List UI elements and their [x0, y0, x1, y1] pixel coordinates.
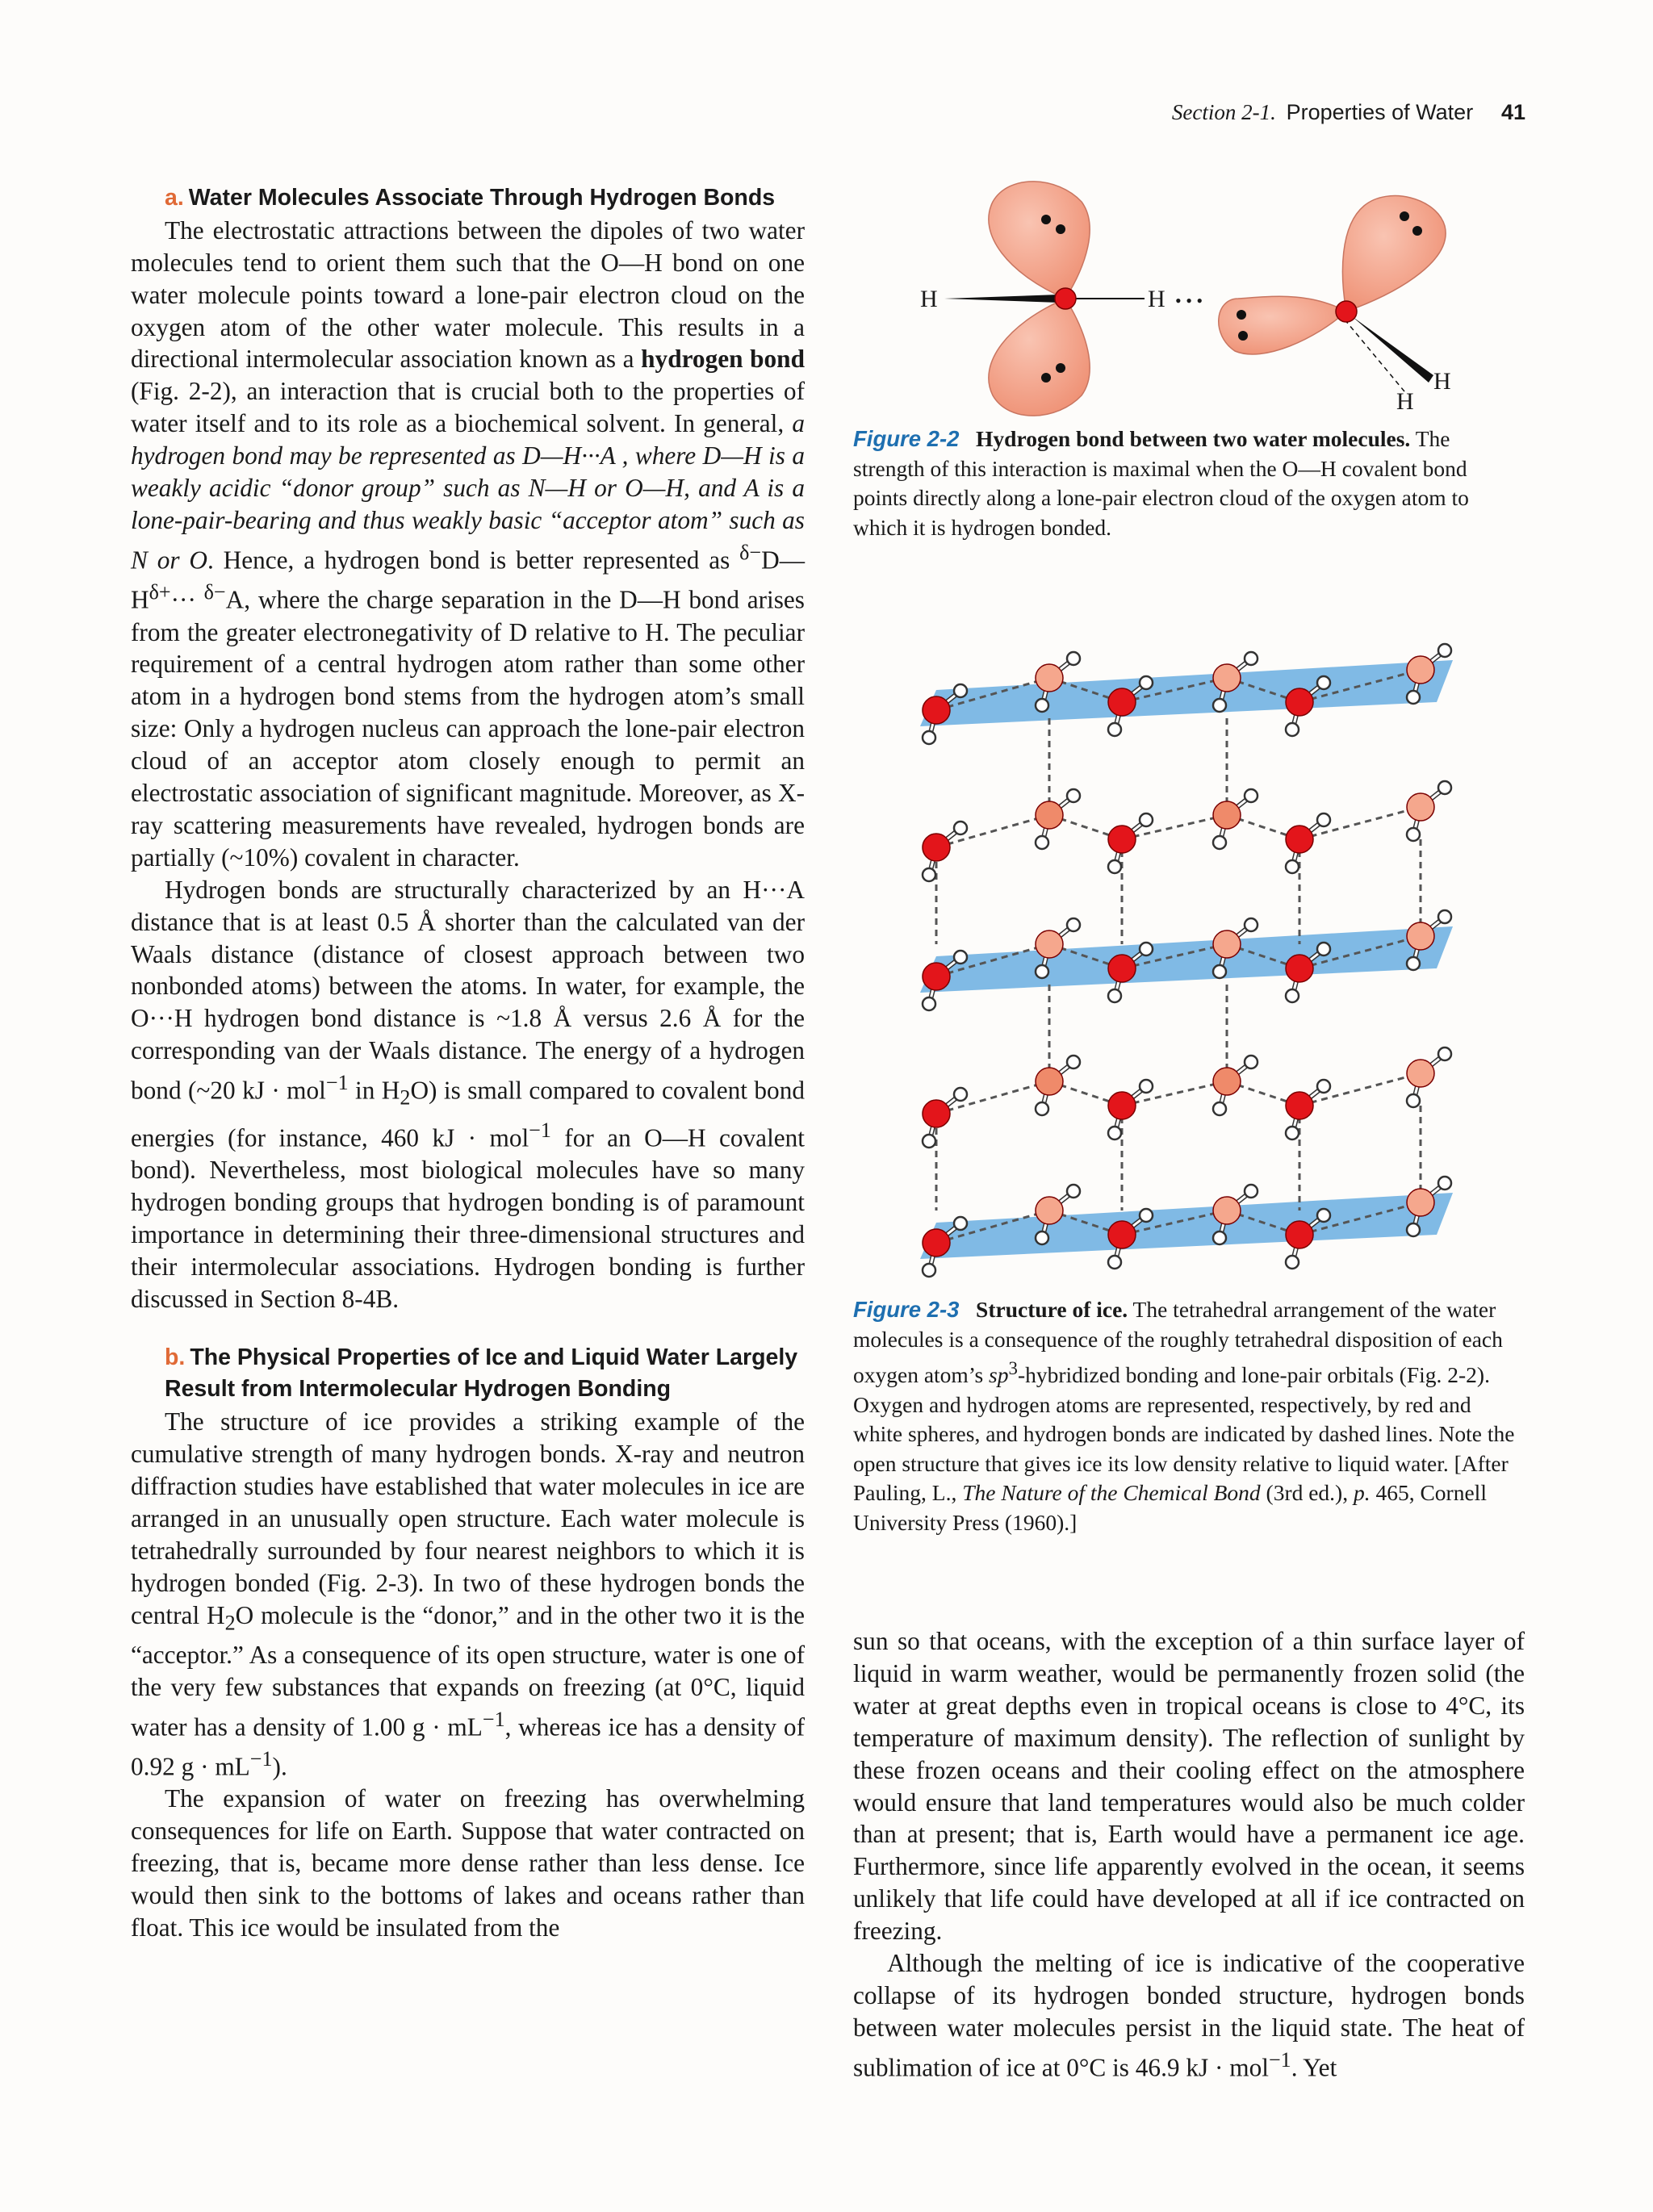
covalent-bond-wedge: [944, 295, 1059, 303]
figure-2-3-label: Figure 2-3: [853, 1297, 960, 1322]
oxygen-atom: [1407, 656, 1434, 684]
oxygen-atom: [1213, 1197, 1241, 1224]
hydrogen-atom: [1140, 813, 1153, 826]
lone-pair-orbital: [989, 182, 1090, 299]
figure-2-3-ice-structure: [904, 605, 1469, 1283]
hydrogen-atom: [1317, 1080, 1330, 1093]
oxygen-atom: [1213, 1068, 1241, 1095]
oxygen-atom: [1407, 1189, 1434, 1216]
hydrogen-atom: [1407, 691, 1420, 704]
oxygen-atom: [923, 834, 950, 861]
oxygen-atom: [1286, 1092, 1313, 1119]
hydrogen-atom: [1286, 1127, 1299, 1139]
hydrogen-atom: [923, 1135, 935, 1148]
section-a-paragraph-2: Hydrogen bonds are structurally characterized by an H···A distance that is at least 0.5 Å shorter than the calculated van der Waals distance (distance of closest approach between two nonbonded atoms) between the atoms. In water, for example, the O···H hydrogen bond distance is ~1.8 Å versus 2.6 Å for the corresponding van der Waals distance. The energy of a hydrogen bond (~20 kJ · mol$^{-1}$ in $H_2O$) is small compared to covalent bond energies (for instance, 460 kJ · mol$^{-1}$ for an O—H covalent bond). Nevertheless, most biological molecules have so many hydrogen bonding groups that hydrogen bonding is of paramount importance in determining their three-dimensional structures and their intermolecular associations. Hydrogen bonding is further discussed in Section 8-4B.: [131, 875, 805, 1313]
hydrogen-atom: [1317, 813, 1330, 826]
lattice-plane: [920, 660, 1453, 726]
hydrogen-atom: [1213, 699, 1226, 712]
oxygen-atom: [1336, 301, 1357, 322]
hydrogen-atom: [1245, 1056, 1258, 1068]
header-section: Section 2-1.: [1171, 100, 1276, 124]
oxygen-atom: [1108, 688, 1136, 716]
hydrogen-atom: [954, 1088, 967, 1101]
hydrogen-bond-dots: • • •: [1175, 291, 1203, 311]
section-a-heading: [165, 182, 805, 215]
oxygen-atom: [1036, 1197, 1063, 1224]
oxygen-atom: [1036, 1068, 1063, 1095]
lone-pair-orbital: [989, 299, 1090, 416]
hydrogen-atom: [954, 951, 967, 964]
oxygen-atom: [1213, 664, 1241, 692]
hydrogen-atom: [1317, 1209, 1330, 1222]
hydrogen-atom: [1286, 860, 1299, 873]
oxygen-atom: [1286, 955, 1313, 982]
section-b-paragraph-2: The expansion of water on freezing has overwhelming consequences for life on Earth. Suppose that water contracted on freezing, that is, became more dense rather than less dense. Ice would then sink to the bottoms of lakes and oceans rather than float. This ice would be insulated from the: [131, 1784, 805, 1942]
hydrogen-atom: [1438, 781, 1451, 794]
oxygen-atom: [1407, 922, 1434, 950]
hydrogen-label: H: [920, 286, 938, 312]
section-b-paragraph-1: The structure of ice provides a striking example of the cumulative strength of many hydrogen bonds. X-ray and neutron diffraction studies have established that water molecules in ice are arranged in an unusually open structure. Each water molecule is tetrahedrally surrounded by four nearest neighbors to which it is hydrogen bonded (Fig. 2-3). In two of these hydrogen bonds the central $H_2O$ molecule is the “donor,” and in the other two it is the “acceptor.” As a consequence of its open structure, water is one of the very few substances that expands on freezing (at 0°C, liquid water has a density of 1.00 $g \cdot mL^{-1}$, whereas ice has a density of 0.92 $g \cdot mL^{-1}$).: [131, 1407, 805, 1781]
hydrogen-atom: [1213, 1102, 1226, 1115]
hydrogen-atom: [923, 997, 935, 1010]
hydrogen-atom: [923, 868, 935, 881]
running-header: [1172, 100, 1525, 125]
section-b-heading: [165, 1342, 805, 1407]
hydrogen-atom: [1108, 723, 1121, 736]
left-column: [131, 182, 805, 1944]
figure-2-3-title: Structure of ice.: [976, 1297, 1128, 1322]
hydrogen-atom: [1213, 1231, 1226, 1244]
covalent-bond-wedge: [1352, 316, 1433, 383]
oxygen-atom: [1213, 930, 1241, 958]
hydrogen-atom: [1108, 1127, 1121, 1139]
hydrogen-atom: [1036, 1102, 1048, 1115]
hydrogen-atom: [1317, 676, 1330, 689]
hydrogen-atom: [1407, 1223, 1420, 1236]
oxygen-atom: [1108, 826, 1136, 853]
hydrogen-atom: [923, 1264, 935, 1277]
hydrogen-atom: [1036, 1231, 1048, 1244]
figure-2-2-caption: [853, 424, 1525, 542]
oxygen-atom: [1213, 801, 1241, 829]
hydrogen-atom: [1140, 1209, 1153, 1222]
right-paragraph-2: Although the melting of ice is indicative of the cooperative collapse of its hydrogen bonded structure, hydrogen bonds between water molecules persist in the liquid state. The heat of sublimation of ice at 0°C is 46.9 kJ · mol$^{-1}$. Yet: [853, 1949, 1525, 2082]
hydrogen-atom: [1067, 652, 1080, 665]
hydrogen-atom: [1067, 789, 1080, 802]
section-a-paragraph-1: The electrostatic attractions between the dipoles of two water molecules tend to orient them such that the O—H bond on one water molecule points toward a lone-pair electron cloud on the oxygen atom of the other water molecule. This results in a directional intermolecular association known as a hydrogen bond (Fig. 2-2), an interaction that is crucial both to the properties of water itself and to its role as a biochemical solvent. In general, a hydrogen bond may be represented as D—H···A , where D—H is a weakly acidic “donor group” such as N—H or O—H, and A is a lone-pair-bearing and thus weakly basic “acceptor atom” such as N or O. Hence, a hydrogen bond is better represented as $^{\delta-}D—H^{\delta+}\cdot\cdot\cdot ^{\delta-}A$, where the charge separation in the D—H bond arises from the greater electronegativity of D relative to H. The peculiar requirement of a central hydrogen atom rather than some other atom in a hydrogen bond stems from the hydrogen atom’s small size: Only a hydrogen nucleus can approach the lone-pair electron cloud of an acceptor atom closely enough to permit an electrostatic association of significant magnitude. Moreover, as X-ray scattering measurements have revealed, hydrogen bonds are partially (~10%) covalent in character.: [131, 215, 805, 872]
page-number: 41: [1500, 100, 1525, 124]
hydrogen-atom: [1286, 989, 1299, 1002]
oxygen-atom: [1055, 288, 1076, 309]
hydrogen-atom: [1407, 957, 1420, 970]
hydrogen-atom: [1108, 1256, 1121, 1269]
hydrogen-atom: [1407, 828, 1420, 841]
hydrogen-atom: [1067, 918, 1080, 931]
hydrogen-atom: [1286, 1256, 1299, 1269]
oxygen-atom: [1286, 1221, 1313, 1248]
hydrogen-atom: [1036, 965, 1048, 978]
lattice-plane: [920, 1193, 1453, 1259]
header-title: Properties of Water: [1286, 100, 1474, 124]
right-column-text: [853, 1625, 1525, 2084]
lone-pair-orbital: [1219, 296, 1346, 354]
hydrogen-atom: [1067, 1185, 1080, 1198]
hydrogen-atom: [1036, 836, 1048, 849]
hydrogen-atom: [954, 684, 967, 697]
hydrogen-atom: [1438, 1047, 1451, 1060]
figure-2-3-caption: Figure 2-3 Structure of ice. The tetrahedral arrangement of the water molecules is a consequence of the roughly tetrahedral disposition of each oxygen atom’s $sp^3$-hybridized bonding and lone-pair orbitals (Fig. 2-2). Oxygen and hydrogen atoms are represented, respectively, by red and white spheres, and hydrogen bonds are indicated by dashed lines. Note the open structure that gives ice its low density relative to liquid water. [After Pauling, L., The Nature of the Chemical Bond (3rd ed.), p. 465, Cornell University Press (1960).]: [853, 1297, 1515, 1535]
hydrogen-atom: [1213, 965, 1226, 978]
oxygen-atom: [923, 1229, 950, 1257]
hydrogen-atom: [1067, 1056, 1080, 1068]
hydrogen-atom: [1245, 1185, 1258, 1198]
hydrogen-atom: [1140, 676, 1153, 689]
hydrogen-atom: [954, 822, 967, 834]
hydrogen-bond-dashed: [1345, 320, 1404, 391]
hydrogen-atom: [1438, 1177, 1451, 1190]
hydrogen-atom: [1407, 1094, 1420, 1107]
hydrogen-atom: [1438, 644, 1451, 657]
oxygen-atom: [1036, 930, 1063, 958]
hydrogen-label: H: [1433, 368, 1451, 395]
hydrogen-atom: [1245, 652, 1258, 665]
figure-2-2-diagram: [888, 178, 1501, 420]
right-paragraph-1: sun so that oceans, with the exception of a thin surface layer of liquid in warm weather, would be permanently frozen solid (the water at great depths even in tropical oceans is close to 4°C, its temperature of maximum density). The reflection of sunlight by these frozen oceans and their cooling effect on the atmosphere would ensure that land temperatures would also be much colder than at present; that is, Earth would have a permanent ice age. Furthermore, since life apparently evolved in the ocean, it seems unlikely that life could have developed at all if ice contracted on freezing.: [853, 1627, 1525, 1946]
hydrogen-atom: [1438, 910, 1451, 923]
hydrogen-atom: [1140, 1080, 1153, 1093]
oxygen-atom: [1036, 664, 1063, 692]
lattice-plane: [920, 926, 1453, 993]
section-b-title: The Physical Properties of Ice and Liquid Water Largely Result from Intermolecular Hydrogen Bonding: [165, 1344, 798, 1403]
hydrogen-atom: [1108, 860, 1121, 873]
oxygen-atom: [1108, 955, 1136, 982]
hydrogen-atom: [923, 731, 935, 744]
section-b-label: b.: [165, 1344, 186, 1370]
hydrogen-atom: [1245, 789, 1258, 802]
hydrogen-label: H: [1148, 286, 1165, 312]
hydrogen-atom: [1245, 918, 1258, 931]
oxygen-atom: [1407, 793, 1434, 821]
lone-pair-orbital: [1342, 196, 1446, 312]
oxygen-atom: [1108, 1092, 1136, 1119]
oxygen-atom: [1286, 688, 1313, 716]
hydrogen-atom: [1140, 943, 1153, 955]
section-a-label: a.: [165, 185, 184, 211]
hydrogen-atom: [954, 1217, 967, 1230]
oxygen-atom: [923, 696, 950, 724]
hydrogen-atom: [1317, 943, 1330, 955]
hydrogen-atom: [1036, 699, 1048, 712]
oxygen-atom: [1407, 1060, 1434, 1087]
section-a-title: Water Molecules Associate Through Hydrogen Bonds: [188, 185, 776, 211]
oxygen-atom: [1108, 1221, 1136, 1248]
hydrogen-atom: [1213, 836, 1226, 849]
oxygen-atom: [1286, 826, 1313, 853]
hydrogen-atom: [1108, 989, 1121, 1002]
figure-2-2-text: The strength of this interaction is maximal when the O—H covalent bond points directly along a lone-pair electron cloud of the oxygen atom to which it is hydrogen bonded.: [853, 426, 1469, 540]
hydrogen-atom: [1286, 723, 1299, 736]
oxygen-atom: [923, 1100, 950, 1127]
figure-2-2-title: Hydrogen bond between two water molecules.: [976, 426, 1411, 451]
figure-2-2-label: Figure 2-2: [853, 426, 960, 451]
oxygen-atom: [1036, 801, 1063, 829]
oxygen-atom: [923, 963, 950, 990]
hydrogen-label: H: [1396, 388, 1414, 415]
